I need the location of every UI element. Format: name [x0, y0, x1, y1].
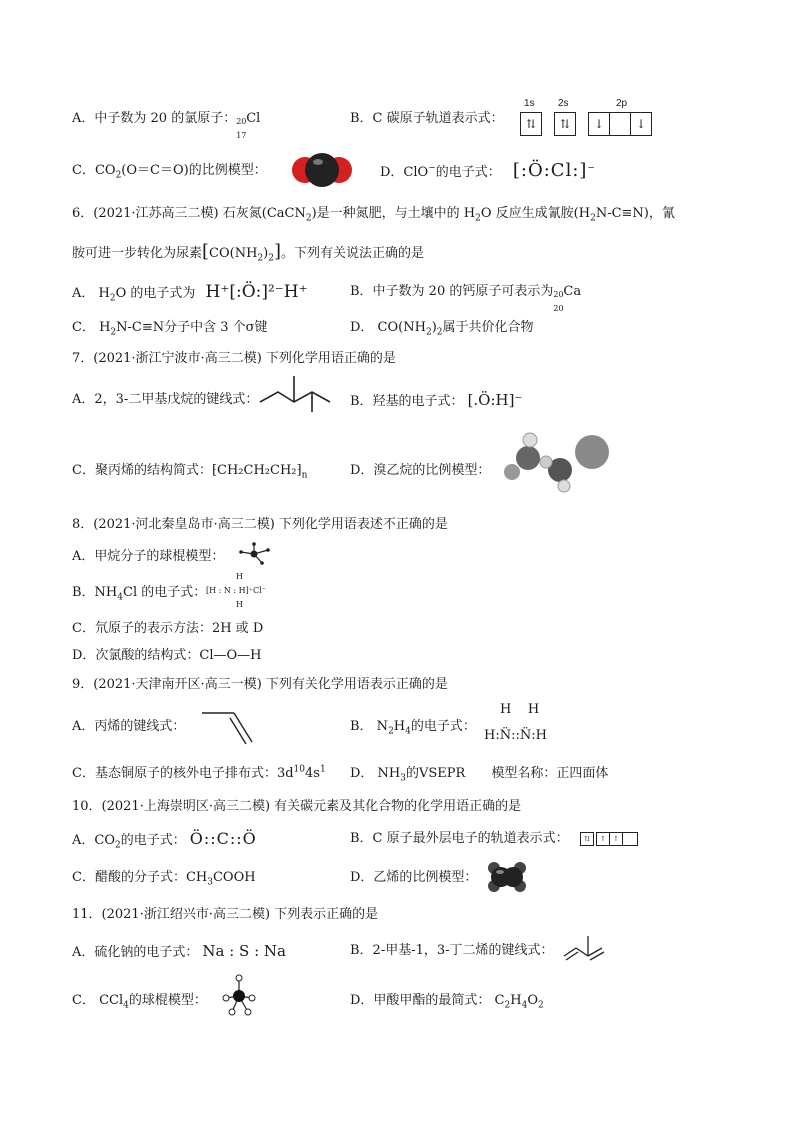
dimethylpentane-skeletal-formula [258, 372, 344, 414]
q11-option-b: B．2-甲基-1，3-丁二烯的键线式： [350, 943, 554, 958]
ammonium-chloride-electron-formula: H [H : N : H]⁺Cl⁻ H [206, 572, 266, 609]
carbon-tetrachloride-ball-stick-model [222, 974, 256, 1018]
q8-stem: 8．(2021·河北秦皇岛市·高三二模) 下列化学用语表述不正确的是 [72, 517, 448, 532]
methylbutadiene-skeletal-formula [562, 934, 610, 962]
q7-option-b: B．羟基的电子式： [.Ö:H]⁻ [350, 391, 523, 409]
q6-stem-line2: 胺可进一步转化为尿素$[CO(NH_2)_2]$。下列有关说法正确的是 [72, 241, 425, 264]
q8-option-a: A．甲烷分子的球棍模型： [72, 549, 225, 564]
q10-option-c: C．醋酸的分子式：$CH_3COOH$ [72, 870, 256, 888]
q6-option-d: D． $CO(NH_2)_2$属于共价化合物 [350, 320, 534, 338]
q5-option-b: B．C 碳原子轨道表示式： [350, 111, 504, 126]
q10-option-b: B．C 原子最外层电子的轨道表示式： [350, 831, 569, 846]
hydrazine-electron-formula: H H H:N̈::N̈:H [484, 702, 547, 743]
q5-option-c: C．$CO_2(O=C=O)$的比例模型： [72, 163, 267, 181]
q6-stem-line1: 6．(2021·江苏高三二模) 石灰氮(CaCN$_2$)是一种氮肥，与土壤中的 $H_2O$ 反应生成氰胺$(H_2N-C\equiv N)$，氰 [72, 206, 675, 224]
q7-option-d: D．溴乙烷的比例模型： [350, 463, 491, 478]
q6-option-c: C． $H_2N-C\equiv N$分子中含 3 个σ键 [72, 320, 268, 338]
q8-option-b: B．$NH_4Cl$ 的电子式： [72, 585, 207, 603]
q5-option-a: A．中子数为 20 的氯原子： 20 17 Cl [72, 111, 261, 140]
q9-option-a: A．丙烯的键线式： [72, 719, 186, 734]
bromoethane-space-filling-model [500, 428, 612, 494]
q10-option-a: A．$CO_2$的电子式： Ö::C::Ö [72, 829, 257, 851]
q7-option-a: A．2，3-二甲基戊烷的键线式： [72, 392, 259, 407]
q11-option-a: A．硫化钠的电子式： Na : S : Na [72, 942, 286, 960]
q8-option-d: D．次氯酸的结构式：Cl—O—H [72, 648, 262, 663]
q9-option-b: B． $N_2H_4$的电子式： [350, 719, 476, 737]
q11-option-c: C． CCl$_4$的球棍模型： [72, 993, 207, 1011]
q10-stem: 10．(2021·上海崇明区·高三二模) 有关碳元素及其化合物的化学用语正确的是 [72, 799, 522, 814]
methane-ball-stick-model [238, 542, 272, 566]
q6-option-b: B．中子数为 20 的钙原子可表示为 20 20 Ca [350, 284, 582, 313]
q7-option-c: C．聚丙烯的结构简式：$⁅CH_2CH_2CH_2⁆_n$ [72, 463, 308, 481]
q10-option-d: D．乙烯的比例模型： [350, 870, 478, 885]
propene-skeletal-formula [200, 708, 256, 746]
ethylene-space-filling-model [486, 860, 528, 894]
q9-stem: 9．(2021·天津南开区·高三一模) 下列有关化学用语表示正确的是 [72, 677, 448, 692]
q11-option-d: D．甲酸甲酯的最简式： $C_2H_4O_2$ [350, 993, 544, 1011]
carbon-orbital-diagram: 1s 2s 2p ⇅ ⇅ ↓ ↓ [520, 98, 660, 138]
q9-option-d: D． $NH_3$的VSEPR 模型名称：正四面体 [350, 766, 609, 784]
q6-option-a: A． $H_2O$ 的电子式为 H⁺[:Ö:]²⁻H⁺ [72, 282, 308, 304]
q9-option-c: C．基态铜原子的核外电子排布式：$3d^{10}4s^1$ [72, 764, 326, 781]
q7-stem: 7．(2021·浙江宁波市·高三二模) 下列化学用语正确的是 [72, 351, 396, 366]
q8-option-c: C．氘原子的表示方法：2H 或 D [72, 621, 264, 636]
q5-option-d: D．ClO−的电子式： [:Ö:Cl:]− [380, 160, 595, 181]
co2-space-filling-model [290, 150, 354, 190]
q11-stem: 11．(2021·浙江绍兴市·高三二模) 下列表示正确的是 [72, 907, 379, 922]
carbon-valence-orbital-diagram: ⇅ ↑ ↑ [580, 826, 640, 850]
